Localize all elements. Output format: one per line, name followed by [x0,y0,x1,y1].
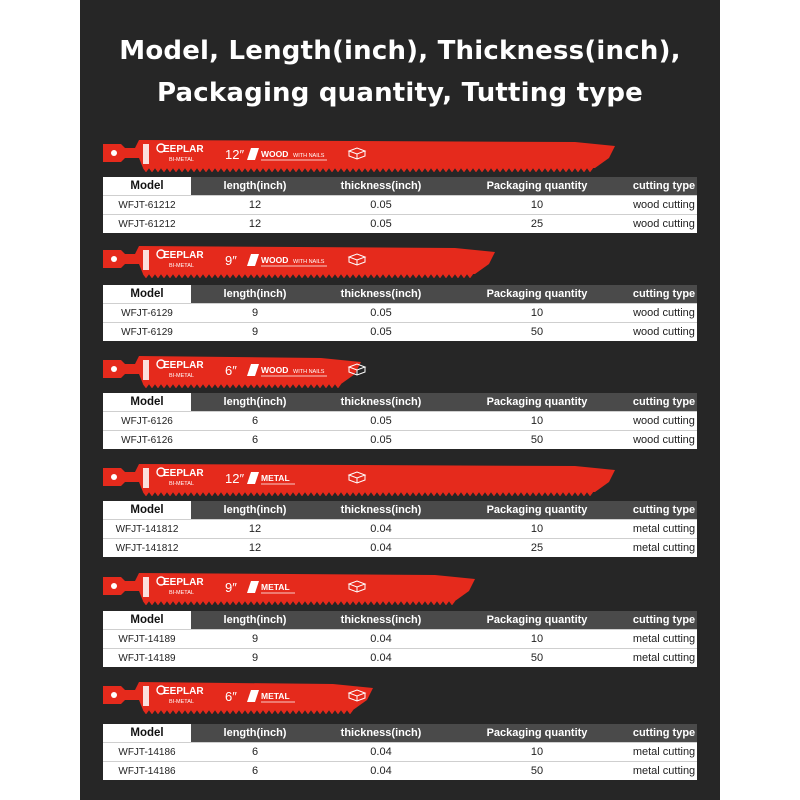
saw-blade-graphic [103,350,367,390]
blade-subtitle: BI-METAL [169,590,194,596]
blade-tang-hole [111,256,117,262]
table-cell: 50 [443,762,631,781]
blade-subtitle: BI-METAL [169,373,194,379]
saw-blade-image [103,676,379,716]
blade-brand: EEPLAR [163,250,204,261]
blade-spec-mark [143,360,149,380]
blade-size: 9″ [225,253,237,268]
table-cell: wood cutting [631,412,697,431]
column-header: length(inch) [191,501,319,520]
spec-table [103,393,697,449]
blade-material-label: WOOD [261,365,289,375]
table-row [103,630,697,649]
blade-size: 12″ [225,147,245,162]
table-row [103,649,697,668]
column-header: cutting type [631,724,697,743]
blade-brand: EEPLAR [163,686,204,697]
table-cell: WFJT-14189 [103,630,191,649]
table-cell: 0.04 [319,743,443,762]
table-cell: 6 [191,431,319,450]
blade-teeth [143,384,341,388]
blade-brand: EEPLAR [163,577,204,588]
table-cell: 10 [443,304,631,323]
table-cell: 0.05 [319,196,443,215]
table-cell: 50 [443,649,631,668]
table-cell: 0.04 [319,762,443,781]
table-row [103,743,697,762]
blade-spec-mark [143,468,149,488]
table-cell: wood cutting [631,431,697,450]
table-cell: WFJT-6126 [103,412,191,431]
column-header: thickness(inch) [319,393,443,412]
column-header: cutting type [631,285,697,304]
column-header: Model [103,285,191,304]
blade-teeth [143,168,593,172]
table-cell: 25 [443,539,631,558]
table-row [103,539,697,558]
table-row [103,215,697,234]
table-cell: 0.05 [319,304,443,323]
page-title-line-2: Packaging quantity, Tutting type [156,78,643,108]
blade-material-suffix: WITH NAILS [293,153,325,159]
blade-teeth [143,710,353,714]
table-cell: WFJT-14186 [103,743,191,762]
blade-subtitle: BI-METAL [169,481,194,487]
blade-teeth [143,274,473,278]
saw-blade-image [103,458,621,498]
table-cell: 0.04 [319,649,443,668]
column-header: Packaging quantity [443,724,631,743]
column-header: length(inch) [191,724,319,743]
blade-brand: EEPLAR [163,468,204,479]
blade-size: 6″ [225,363,237,378]
blade-brand: EEPLAR [163,144,204,155]
table-cell: 12 [191,520,319,539]
table-cell: WFJT-6129 [103,304,191,323]
table-cell: wood cutting [631,323,697,342]
table-cell: metal cutting [631,762,697,781]
column-header: Model [103,724,191,743]
blade-material-suffix: WITH NAILS [293,369,325,375]
saw-blade-image [103,350,367,390]
table-row [103,304,697,323]
blade-material-label: METAL [261,691,290,701]
table-cell: wood cutting [631,215,697,234]
table-cell: WFJT-14189 [103,649,191,668]
blade-material-label: METAL [261,582,290,592]
table-header-row [103,724,697,743]
table-row [103,412,697,431]
column-header: Packaging quantity [443,285,631,304]
column-header: Packaging quantity [443,501,631,520]
spec-table [103,724,697,780]
table-row [103,431,697,450]
table-cell: 9 [191,304,319,323]
table-cell: 12 [191,539,319,558]
table-cell: metal cutting [631,649,697,668]
table-header-row [103,285,697,304]
table-cell: 0.04 [319,520,443,539]
column-header: length(inch) [191,611,319,630]
column-header: Model [103,501,191,520]
column-header: Packaging quantity [443,393,631,412]
table-row [103,520,697,539]
spec-table [103,285,697,341]
table-cell: 0.04 [319,630,443,649]
table-cell: wood cutting [631,196,697,215]
table-cell: wood cutting [631,304,697,323]
blade-tang-hole [111,583,117,589]
table-cell: metal cutting [631,630,697,649]
blade-brand: EEPLAR [163,360,204,371]
column-header: length(inch) [191,177,319,196]
table-cell: WFJT-14186 [103,762,191,781]
column-header: thickness(inch) [319,611,443,630]
saw-blade-image [103,240,501,280]
blade-material-suffix: WITH NAILS [293,259,325,265]
table-cell: 0.05 [319,431,443,450]
table-header-row [103,611,697,630]
column-header: cutting type [631,177,697,196]
table-cell: metal cutting [631,539,697,558]
table-cell: 50 [443,323,631,342]
column-header: cutting type [631,393,697,412]
blade-material-label: WOOD [261,149,289,159]
table-cell: WFJT-141812 [103,520,191,539]
table-row [103,762,697,781]
column-header: cutting type [631,501,697,520]
blade-spec-mark [143,250,149,270]
column-header: cutting type [631,611,697,630]
table-cell: 9 [191,323,319,342]
blade-subtitle: BI-METAL [169,157,194,163]
column-header: Model [103,177,191,196]
column-header: Packaging quantity [443,177,631,196]
saw-blade-graphic [103,134,621,174]
table-cell: 6 [191,412,319,431]
blade-size: 12″ [225,471,245,486]
column-header: thickness(inch) [319,724,443,743]
table-cell: WFJT-61212 [103,215,191,234]
table-cell: 10 [443,520,631,539]
column-header: length(inch) [191,393,319,412]
blade-tang-hole [111,692,117,698]
column-header: thickness(inch) [319,285,443,304]
blade-tang-hole [111,366,117,372]
saw-blade-graphic [103,676,379,716]
blade-subtitle: BI-METAL [169,699,194,705]
table-cell: 10 [443,196,631,215]
table-cell: 12 [191,215,319,234]
spec-table [103,177,697,233]
column-header: thickness(inch) [319,501,443,520]
table-cell: metal cutting [631,743,697,762]
table-cell: WFJT-141812 [103,539,191,558]
table-cell: 0.05 [319,323,443,342]
table-cell: 50 [443,431,631,450]
column-header: Model [103,611,191,630]
table-cell: 9 [191,630,319,649]
column-header: length(inch) [191,285,319,304]
blade-spec-mark [143,577,149,597]
blade-tang-hole [111,474,117,480]
saw-blade-image [103,567,481,607]
table-cell: 0.05 [319,412,443,431]
column-header: thickness(inch) [319,177,443,196]
table-row [103,196,697,215]
table-cell: WFJT-61212 [103,196,191,215]
blade-tang-hole [111,150,117,156]
table-cell: 10 [443,630,631,649]
spec-table [103,611,697,667]
table-cell: 9 [191,649,319,668]
blade-material-label: METAL [261,473,290,483]
table-cell: 6 [191,743,319,762]
table-cell: metal cutting [631,520,697,539]
blade-spec-mark [143,686,149,706]
saw-blade-graphic [103,240,501,280]
table-header-row [103,501,697,520]
table-cell: 10 [443,743,631,762]
table-cell: 0.04 [319,539,443,558]
table-header-row [103,393,697,412]
page-title-line-1: Model, Length(inch), Thickness(inch), [119,36,681,66]
blade-teeth [143,601,455,605]
spec-table [103,501,697,557]
blade-size: 9″ [225,580,237,595]
table-cell: 25 [443,215,631,234]
saw-blade-graphic [103,567,481,607]
table-header-row [103,177,697,196]
table-cell: WFJT-6129 [103,323,191,342]
table-row [103,323,697,342]
saw-blade-image [103,134,621,174]
blade-subtitle: BI-METAL [169,263,194,269]
blade-spec-mark [143,144,149,164]
column-header: Model [103,393,191,412]
blade-size: 6″ [225,689,237,704]
saw-blade-graphic [103,458,621,498]
table-cell: 0.05 [319,215,443,234]
table-cell: 10 [443,412,631,431]
column-header: Packaging quantity [443,611,631,630]
blade-material-label: WOOD [261,255,289,265]
blade-teeth [143,492,593,496]
table-cell: 12 [191,196,319,215]
table-cell: 6 [191,762,319,781]
table-cell: WFJT-6126 [103,431,191,450]
